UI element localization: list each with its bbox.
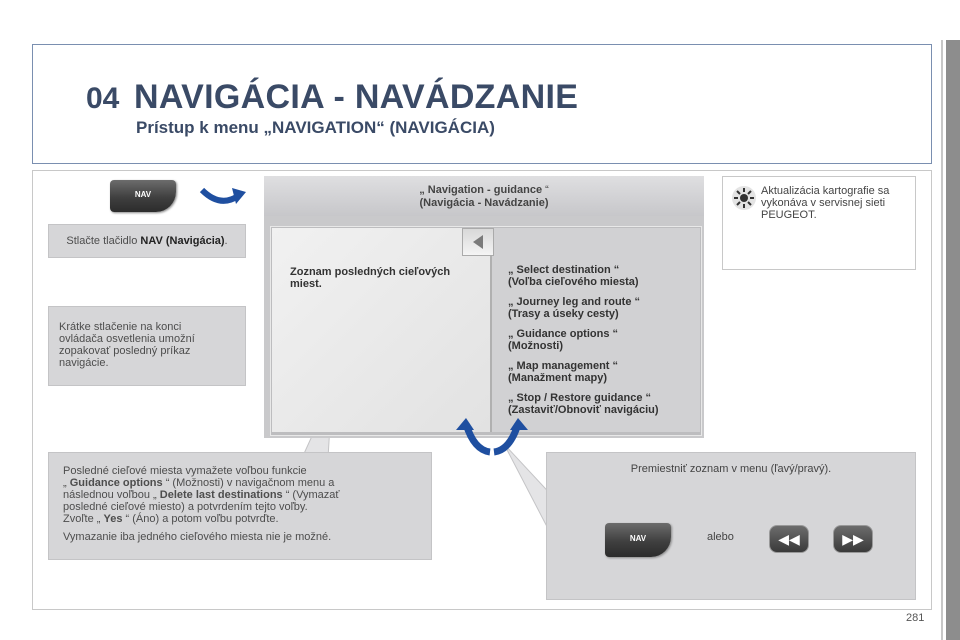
menu-item-select-destination[interactable]: [508, 264, 700, 288]
menu-item-journey-leg[interactable]: [508, 296, 700, 320]
press-bold: NAV (Navigácia): [140, 235, 225, 247]
menu-item-en: „ Map management “: [508, 360, 619, 372]
screen-header: [264, 176, 704, 216]
page-title: NAVIGÁCIA - NAVÁDZANIE: [134, 78, 579, 116]
chapter-number: 04: [86, 82, 120, 115]
curved-arrow-icon: [198, 180, 248, 216]
info-text: Aktualizácia kartografie sa vykonáva v servisnej sieti PEUGEOT.: [761, 185, 890, 221]
delete-line-3c: “ (Vymazať: [282, 489, 340, 501]
screen-header-subtitle: (Navigácia - Navádzanie): [419, 197, 549, 209]
forward-icon: ▶▶: [842, 531, 864, 547]
page-number: 281: [906, 612, 925, 624]
or-label: alebo: [707, 531, 734, 543]
press-suffix: .: [224, 235, 228, 247]
info-box: [722, 176, 916, 270]
delete-line-4: posledné cieľové miesto) a potvrdením tejto voľby.: [63, 501, 308, 513]
page-subtitle: Prístup k menu „NAVIGATION“ (NAVIGÁCIA): [136, 118, 495, 137]
nav-button[interactable]: [110, 180, 176, 212]
nav-button-2[interactable]: [605, 523, 671, 557]
move-list-box: [546, 452, 916, 600]
recent-destinations-panel[interactable]: [272, 228, 493, 432]
edge-bar: [946, 40, 960, 640]
short-press-text: Krátke stlačenie na konci ovládača osvetlenia umožní zopakovať posledný príkaz navigácie.: [59, 321, 195, 369]
delete-line-3b: Delete last destinations: [159, 489, 283, 501]
menu-panel: [492, 228, 700, 432]
back-button[interactable]: [462, 228, 494, 256]
delete-line-6: Vymazanie iba jedného cieľového miesta nie je možné.: [63, 531, 332, 543]
menu-item-stop-restore[interactable]: [508, 392, 700, 416]
press-prefix: Stlačte tlačidlo: [66, 235, 141, 247]
delete-line-5c: “ (Áno) a potom voľbu potvrďte.: [122, 513, 279, 525]
press-nav-box: [48, 224, 246, 258]
screen-header-suffix: “: [542, 184, 549, 196]
menu-item-en: „ Stop / Restore guidance “: [508, 392, 652, 404]
rewind-button[interactable]: [769, 525, 809, 553]
delete-line-3a: následnou voľbou „: [63, 489, 160, 501]
swap-arrows-icon: [452, 416, 532, 456]
back-arrow-icon: [463, 229, 493, 255]
screen-header-prefix: „: [419, 184, 428, 196]
menu-item-en: „ Journey leg and route “: [508, 296, 641, 308]
gear-sun-icon: [731, 185, 757, 211]
delete-line-2a: „: [63, 477, 70, 489]
delete-line-2b: Guidance options: [69, 477, 163, 489]
screen-header-title: Navigation - guidance: [427, 184, 543, 196]
edge-line: [941, 40, 943, 640]
short-press-box: [48, 306, 246, 386]
delete-line-1: Posledné cieľové miesta vymažete voľbou funkcie: [63, 465, 307, 477]
move-list-text: Premiestniť zoznam v menu (ľavý/pravý).: [630, 463, 832, 475]
recent-destinations-label: Zoznam posledných cieľových miest.: [290, 266, 451, 290]
delete-info-box: [48, 452, 432, 560]
forward-button[interactable]: [833, 525, 873, 553]
nav-button-2-label: NAV: [629, 534, 647, 543]
rewind-icon: ◀◀: [778, 531, 800, 547]
menu-item-en: „ Select destination “: [508, 264, 620, 276]
menu-item-sk: (Zastaviť/Obnoviť navigáciu): [508, 404, 659, 416]
delete-line-5a: Zvoľte „: [63, 513, 104, 525]
menu-item-sk: (Voľba cieľového miesta): [508, 276, 639, 288]
menu-item-sk: (Trasy a úseky cesty): [508, 308, 619, 320]
delete-line-2c: “ (Možnosti) v navigačnom menu a: [162, 477, 335, 489]
menu-item-sk: (Možnosti): [508, 340, 563, 352]
menu-item-en: „ Guidance options “: [508, 328, 619, 340]
menu-item-sk: (Manažment mapy): [508, 372, 608, 384]
menu-item-map-management[interactable]: [508, 360, 700, 384]
nav-button-label: NAV: [134, 190, 152, 199]
delete-line-5b: Yes: [103, 513, 123, 525]
menu-item-guidance-options[interactable]: [508, 328, 700, 352]
